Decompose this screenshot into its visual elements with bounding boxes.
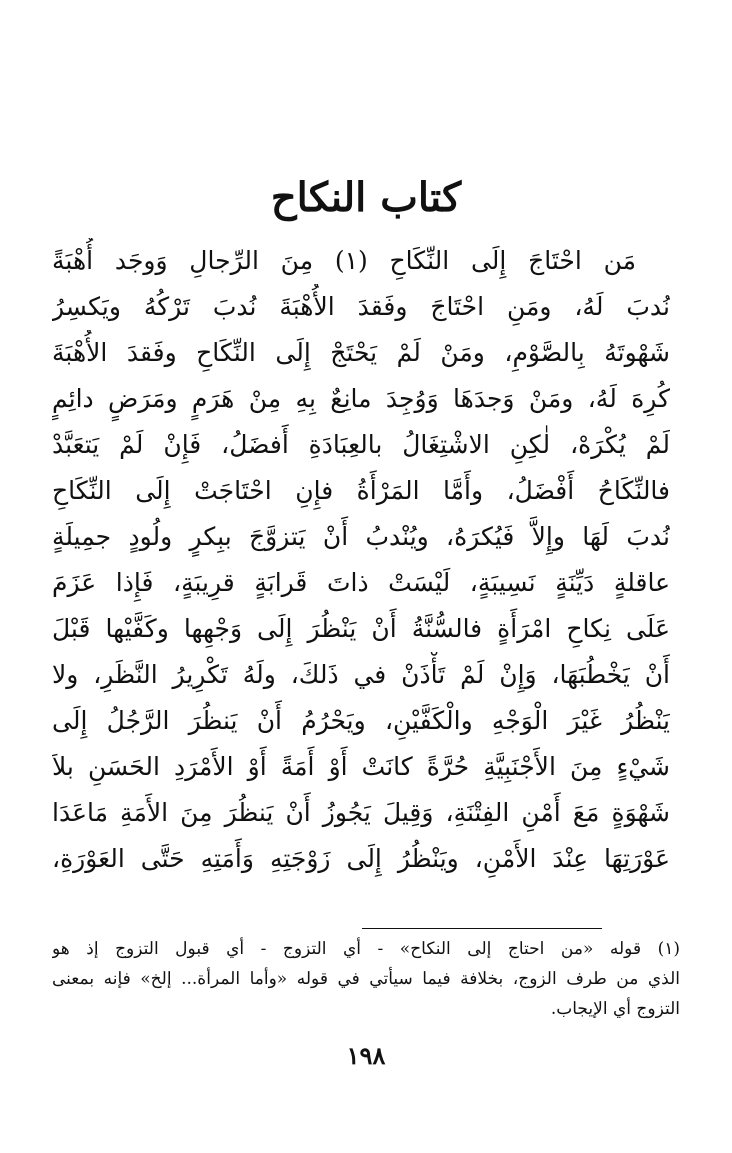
footnote-line: (١) قوله «من احتاج إلى النكاح» - أي التزوج - أي قبول التزوج إذ هو	[52, 939, 680, 959]
text-line: شَهْوَةٍ مَعَ أَمْنِ الفِتْنَةِ، وَقِيلَ يَجُوزُ أَنْ يَنظُرَ مِنَ الأَمَةِ مَاعَدَا	[52, 798, 670, 827]
text-line: عَلَى نِكاحِ امْرَأَةٍ فالسُّنَّةُ أَنْ يَنْظُرَ إِلَى وَجْهِها وكَفَّيْها قَبْلَ	[52, 614, 670, 643]
text-line: عَوْرَتِهَا عِنْدَ الأَمْنِ، ويَنْظُرُ إِلَى زَوْجَتِهِ وَأَمَتِهِ حَتَّى العَوْرَةِ،	[52, 844, 670, 873]
page-number: ١٩٨	[346, 1041, 386, 1070]
footnote-divider	[362, 928, 602, 929]
text-line: مَن احْتَاجَ إِلَى النِّكَاحِ (١) مِنَ الرِّجالِ وَوجَد أُهْبَةً	[52, 246, 636, 275]
text-line: يَنْظُرُ غَيْرَ الْوَجْهِ والْكَفَّيْنِ، ويَحْرُمُ أَنْ يَنظُرَ الرَّجُلُ إِلَى	[52, 706, 670, 735]
main-text-block	[52, 238, 670, 882]
text-line: نُدبَ لَهَا وإِلاَّ فَيُكرَهُ، ويُنْدبُ أَنْ يَتزوَّجَ ببِكرٍ ولُودٍ جمِيلَةٍ	[52, 522, 670, 551]
text-line: شَهْوتَهُ بِالصَّوْمِ، ومَنْ لَمْ يَحْتَجْ إِلَى النِّكَاحِ وفَقدَ الأُهْبَةَ	[52, 338, 670, 367]
footnote-line: التزوج أي الإيجاب.	[550, 999, 680, 1019]
text-line: شَيْءٍ مِنَ الأَجْنَبِيَّةِ حُرَّةً كانَتْ أَوْ أَمَةً أَوْ الأَمْرَدِ الحَسَنِ بلاَ	[52, 752, 670, 781]
text-line: نُدبَ لَهُ، ومَنِ احْتَاجَ وفَقدَ الأُهْبَةَ نُدبَ تَرْكُهُ ويَكسِرُ	[52, 292, 670, 321]
text-line: فالنِّكَاحُ أَفْضَلُ، وأَمَّا المَرْأَةُ فإِنِ احْتَاجَتْ إِلَى النِّكَاحِ	[52, 476, 670, 505]
text-line: أَنْ يَخْطُبَهَا، وَإِنْ لَمْ تَأْذَنْ في ذَلكَ، ولَهُ تَكْرِيرُ النَّظَرِ، ولا	[52, 660, 670, 689]
text-line: كُرِهَ لَهُ، ومَنْ وَجدَهَا وَوُجِدَ مانِعٌ بِهِ مِنْ هَرَمٍ ومَرَضٍ دائِمٍ	[52, 384, 670, 413]
text-line: عاقلةٍ دَيِّنَةٍ نَسِيبَةٍ، لَيْسَتْ ذاتَ قَرابَةٍ قرِيبَةٍ، فَإِذا عَزَمَ	[52, 568, 670, 597]
footnote-line: الذي من طرف الزوج، بخلافة فيما سيأتي في قوله «وأما المرأة... إلخ» فإنه بمعنى	[52, 969, 680, 989]
chapter-title: كتاب النكاح	[270, 174, 462, 221]
footnote-block	[52, 934, 680, 1024]
text-line: لَمْ يُكْرَهْ، لٰكِنِ الاشْتِغَالُ بالعِبَادَةِ أَفضَلُ، فَإِنْ لَمْ يَتعَبَّدْ	[52, 430, 670, 459]
